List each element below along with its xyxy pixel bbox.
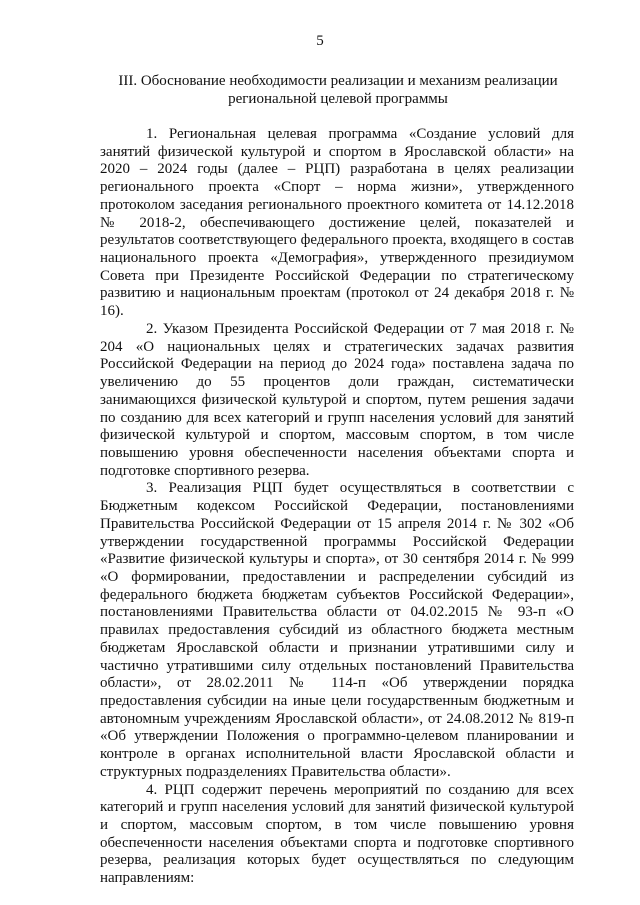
section-heading: III. Обоснование необходимости реализации и механизм реализации региональной целевой программы <box>118 73 558 108</box>
paragraph-4: 4. РЦП содержит перечень мероприятий по созданию для всех категорий и групп населения условий для занятий физической культурой и спортом, массовым спортом, в том числе повышению уровня обеспеченности населения объектами спорта и подготовке спортивного резерва, реализация которых будет осуществляться по следующим направлениям: <box>100 781 574 887</box>
paragraph-3: 3. Реализация РЦП будет осуществляться в соответствии с Бюджетным кодексом Российской Федерации, постановлениями Правительства Российской Федерации от 15 апреля 2014 г. № 302 «Об утверждении государственной программы Российской Федерации «Развитие физической культуры и спорта», от 30 сентября 2014 г. № 999 «О формировании, предоставлении и распределении субсидий из федерального бюджета бюджетам субъектов Российской Федерации», постановлениями Правительства области от 04.02.2015 № 93-п «О правилах предоставления субсидий из областного бюджета местным бюджетам Ярославской области и признании утратившими силу и частично утратившими силу отдельных постановлений Правительства области», от 28.02.2011 № 114-п «Об утверждении порядка предоставления субсидии на иные цели государственным бюджетным и автономным учреждениям Ярославской области», от 24.08.2012 № 819-п «Об утверждении Положения о программно-целевом планировании и контроле в органах исполнительной власти Ярославской области и структурных подразделениях Правительства области». <box>100 480 574 780</box>
paragraph-2: 2. Указом Президента Российской Федерации от 7 мая 2018 г. № 204 «О национальных целях и стратегических задачах развития Российской Федерации на период до 2024 года» поставлена задача по увеличению до 55 процентов доли граждан, систематически занимающихся физической культурой и спортом, путем решения задачи по созданию для всех категорий и групп населения условий для занятий физической культурой и спортом, массовым спортом, в том числе повышению уровня обеспеченности населения объектами спорта и подготовке спортивного резерва. <box>100 320 574 479</box>
paragraph-1: 1. Региональная целевая программа «Создание условий для занятий физической культурой и спортом в Ярославской области» на 2020 – 2024 годы (далее – РЦП) разработана в целях реализации регионального проекта «Спорт – норма жизни», утвержденного протоколом заседания регионального проектного комитета от 14.12.2018 № 2018-2, обеспечивающего достижение целей, показателей и результатов соответствующего федерального проекта, входящего в состав национального проекта «Демография», утвержденного президиумом Совета при Президенте Российской Федерации по стратегическому развитию и национальным проектам (протокол от 24 декабря 2018 г. № 16). <box>100 126 574 320</box>
page-number: 5 <box>316 33 324 49</box>
body-text <box>100 126 574 888</box>
